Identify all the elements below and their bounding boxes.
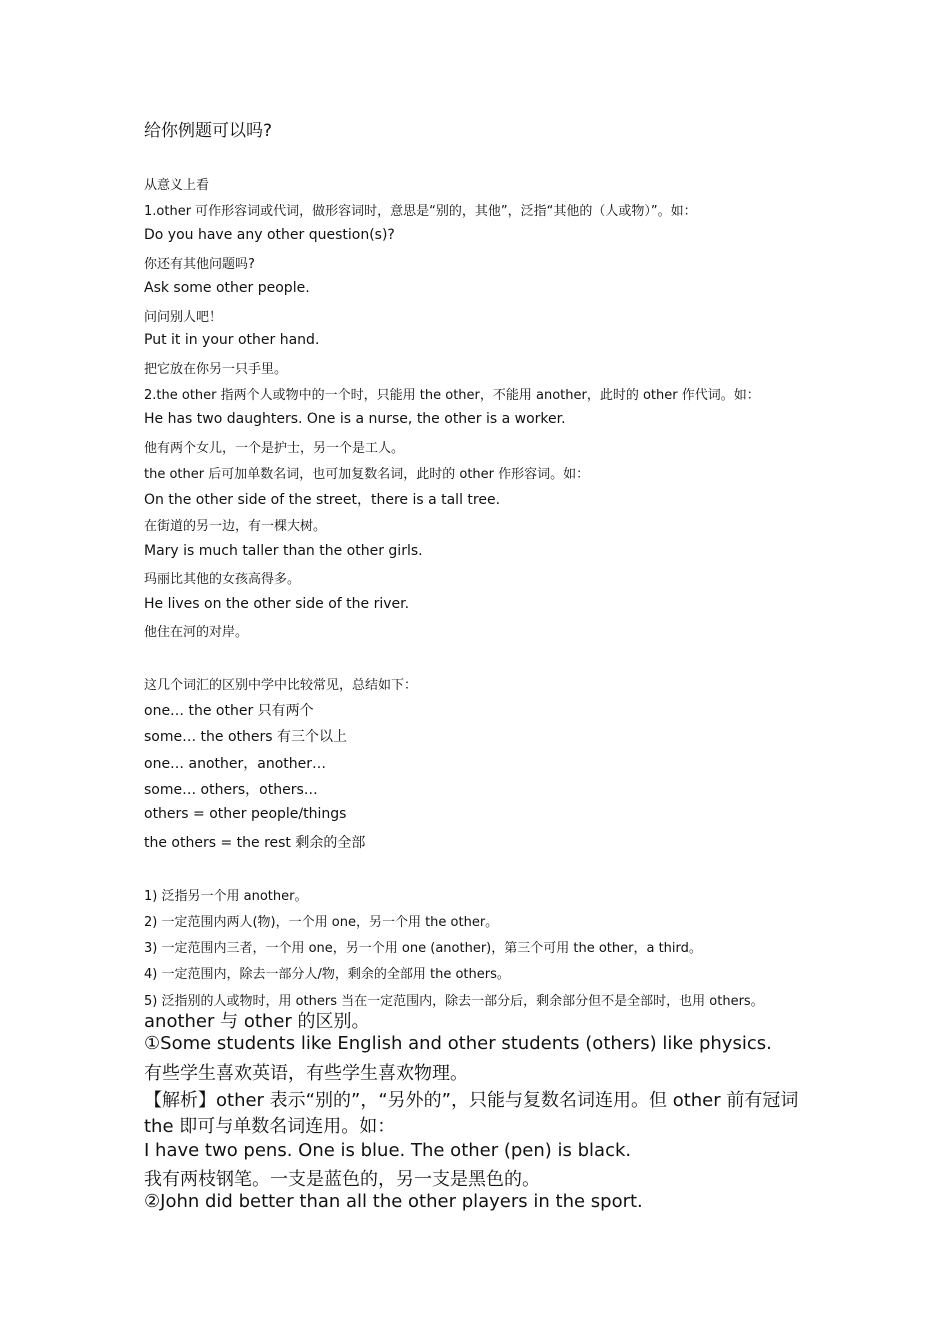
section4-heading: another 与 other 的区别。 [144,1011,370,1032]
text-line: 1.other 可作形容词或代词，做形容词时，意思是“别的，其他”，泛指“其他的（人或物）”。如： [144,204,697,219]
text-line: He has two daughters. One is a nurse, the other is a worker. [144,411,566,427]
text-line: I have two pens. One is blue. The other (pen) is black. [144,1140,632,1161]
rule-item: 3) 一定范围内三者，一个用 one，另一个用 one (another)，第三个可用 the other，a third。 [144,941,702,956]
text-line: some… the others 有三个以上 [144,729,348,745]
text-line: ②John did better than all the other players in the sport. [144,1191,643,1212]
text-line: the other 后可加单数名词，也可加复数名词，此时的 other 作形容词。如： [144,467,590,482]
text-line: 我有两枝钢笔。一支是蓝色的，另一支是黑色的。 [144,1169,540,1190]
text-line: 有些学生喜欢英语，有些学生喜欢物理。 [144,1063,468,1084]
text-line: Ask some other people. [144,280,310,296]
text-line: ①Some students like English and other students (others) like physics. [144,1033,772,1054]
text-line: Mary is much taller than the other girls. [144,543,423,559]
rule-item: 5) 泛指别的人或物时，用 others 当在一定范围内，除去一部分后，剩余部分但不是全部时，也用 others。 [144,994,764,1009]
text-line: others = other people/things [144,806,347,822]
text-line: 2.the other 指两个人或物中的一个时，只能用 the other，不能用 another，此时的 other 作代词。如： [144,388,760,403]
text-line: He lives on the other side of the river. [144,596,410,612]
text-line: the others = the rest 剩余的全部 [144,835,366,851]
rule-item: 1) 泛指另一个用 another。 [144,889,308,904]
rule-item: 4) 一定范围内，除去一部分人/物，剩余的全部用 the others。 [144,967,510,982]
text-line: some… others，others… [144,782,318,798]
text-line: 他有两个女儿，一个是护士，另一个是工人。 [144,441,405,456]
text-line: 把它放在你另一只手里。 [144,362,288,377]
text-line: 玛丽比其他的女孩高得多。 [144,572,301,587]
section1-heading: 从意义上看 [144,178,210,193]
rule-item: 2) 一定范围内两人(物)，一个用 one，另一个用 the other。 [144,915,499,930]
text-line: On the other side of the street，there is a tall tree. [144,492,501,508]
section2-heading: 这几个词汇的区别中学中比较常见，总结如下： [144,678,418,693]
page-title: 给你例题可以吗? [144,121,273,141]
text-line: the 即可与单数名词连用。如： [144,1116,396,1137]
text-line: one… another，another… [144,756,326,772]
text-line: 【解析】other 表示“别的”，“另外的”，只能与复数名词连用。但 other 前有冠词 [144,1090,799,1111]
text-line: 他住在河的对岸。 [144,625,249,640]
text-line: one… the other 只有两个 [144,703,314,719]
text-line: 问问别人吧！ [144,310,223,325]
text-line: Put it in your other hand. [144,332,320,348]
text-line: 你还有其他问题吗? [144,257,255,272]
text-line: Do you have any other question(s)? [144,227,395,243]
text-line: 在街道的另一边，有一棵大树。 [144,519,327,534]
